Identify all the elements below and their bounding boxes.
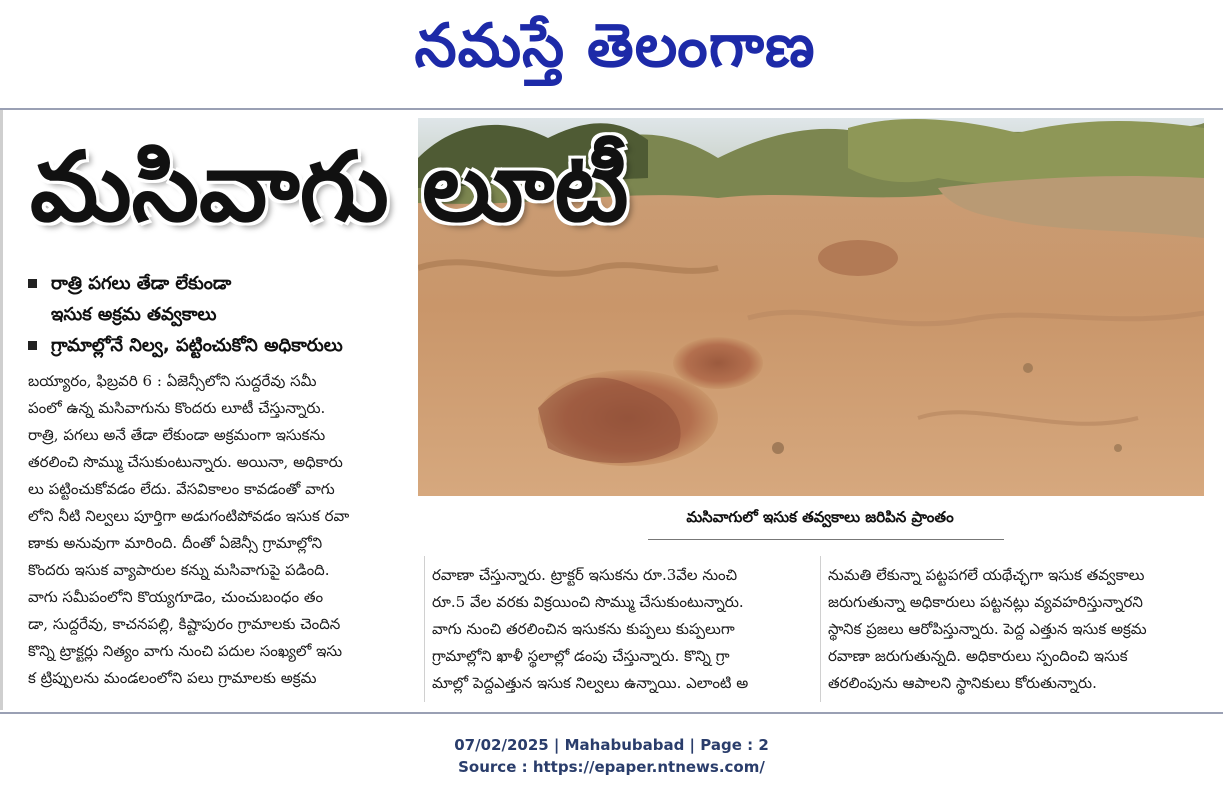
article-line: రూ.5 వేల వరకు విక్రయించి సొమ్ము చేసుకుంటున్నారు.	[432, 593, 744, 611]
bullet-icon	[28, 341, 37, 350]
bullet-icon	[28, 279, 37, 288]
article-column-2	[432, 562, 810, 697]
edition-info: 07/02/2025 | Mahabubabad | Page : 2	[454, 736, 769, 754]
article-line: స్థానిక ప్రజలు ఆరోపిస్తున్నారు. పెద్ద ఎత్తున ఇసుక అక్రమ	[828, 620, 1147, 638]
article-line: లు పట్టించుకోవడం లేదు. వేసవికాలం కావడంతో వాగు	[28, 480, 335, 498]
masthead	[0, 0, 1223, 105]
highlight-text: రాత్రి పగలు తేడా లేకుండా	[51, 273, 232, 294]
article-column-3	[828, 562, 1204, 697]
column-divider	[820, 556, 821, 702]
highlight-item	[28, 268, 408, 299]
article-line: తరలింపును ఆపాలని స్థానికులు కోరుతున్నారు.	[828, 674, 1097, 692]
article-line: నుమతి లేకున్నా పట్టపగలే యథేచ్ఛగా ఇసుక తవ్వకాలు	[828, 566, 1145, 584]
bullet-spacer	[28, 310, 37, 319]
article-line: రవాణా చేస్తున్నారు. ట్రాక్టర్ ఇసుకను రూ.3వేల నుంచి	[432, 566, 738, 584]
column-divider	[424, 556, 425, 702]
highlight-text: ఇసుక అక్రమ తవ్వకాలు	[51, 304, 217, 325]
article-line: లోని నీటి నిల్వలు పూర్తిగా అడుగంటిపోవడం ఇసుక రవా	[28, 507, 350, 525]
caption-underline	[648, 539, 1004, 540]
highlight-item	[28, 330, 408, 361]
article-line: క ట్రిప్పులను మండలంలోని పలు గ్రామాలకు అక్రమ	[28, 669, 317, 687]
article-line: డా, సుద్దరేవు, కాచనపల్లి, కిష్టాపురం గ్రామాలకు చెందిన	[28, 615, 341, 633]
article-line: వాగు సమీపంలోని కొయ్యగూడెం, చుంచుబంధం తం	[28, 588, 324, 606]
source-link[interactable]: Source : https://epaper.ntnews.com/	[458, 758, 765, 776]
left-border	[0, 110, 3, 710]
headline: మసివాగు లూటీ	[30, 131, 629, 243]
highlight-item	[28, 299, 408, 330]
article-line: జరుగుతున్నా అధికారులు పట్టనట్లు వ్యవహరిస్తున్నారని	[828, 593, 1143, 611]
highlights	[28, 268, 408, 361]
article-line: కొందరు ఇసుక వ్యాపారుల కన్ను మసివాగుపై పడింది.	[28, 561, 330, 579]
article-line: రాత్రి, పగలు అనే తేడా లేకుండా అక్రమంగా ఇసుకను	[28, 426, 326, 444]
article-column-1	[28, 368, 412, 692]
article-line: వాగు నుంచి తరలించిన ఇసుకను కుప్పలు కుప్పలుగా	[432, 620, 735, 638]
article-line: మాల్లో పెద్దఎత్తున ఇసుక నిల్వలు ఉన్నాయి. ఎలాంటి అ	[432, 674, 749, 692]
article-line: కొన్ని ట్రాక్టర్లు నిత్యం వాగు నుంచి పదుల సంఖ్యలో ఇసు	[28, 642, 343, 660]
newspaper-logo: నమస్తే తెలంగాణ	[414, 11, 816, 81]
photo-caption: మసివాగులో ఇసుక తవ్వకాలు జరిపిన ప్రాంతం	[686, 508, 954, 526]
article-line: గ్రామాల్లోని ఖాళీ స్థలాల్లో డంపు చేస్తున్నారు. కొన్ని గ్రా	[432, 647, 730, 665]
article-line: పంలో ఉన్న మసివాగును కొందరు లూటీ చేస్తున్నారు.	[28, 399, 326, 417]
article-line: తరలించి సొమ్ము చేసుకుంటున్నారు. అయినా, అధికారు	[28, 453, 343, 471]
article-line: బయ్యారం, ఫిబ్రవరి 6 : ఏజెన్సీలోని సుద్దరేవు సమీ	[28, 372, 317, 390]
article-line: ణాకు అనువుగా మారింది. దీంతో ఏజెన్సీ గ్రామాల్లోని	[28, 534, 323, 552]
article-line: రవాణా జరుగుతున్నది. అధికారులు స్పందించి ఇసుక	[828, 647, 1128, 665]
top-divider	[0, 108, 1223, 110]
highlight-text: గ్రామాల్లోనే నిల్వ, పట్టించుకోని అధికారులు	[51, 335, 343, 356]
bottom-divider	[0, 712, 1223, 714]
